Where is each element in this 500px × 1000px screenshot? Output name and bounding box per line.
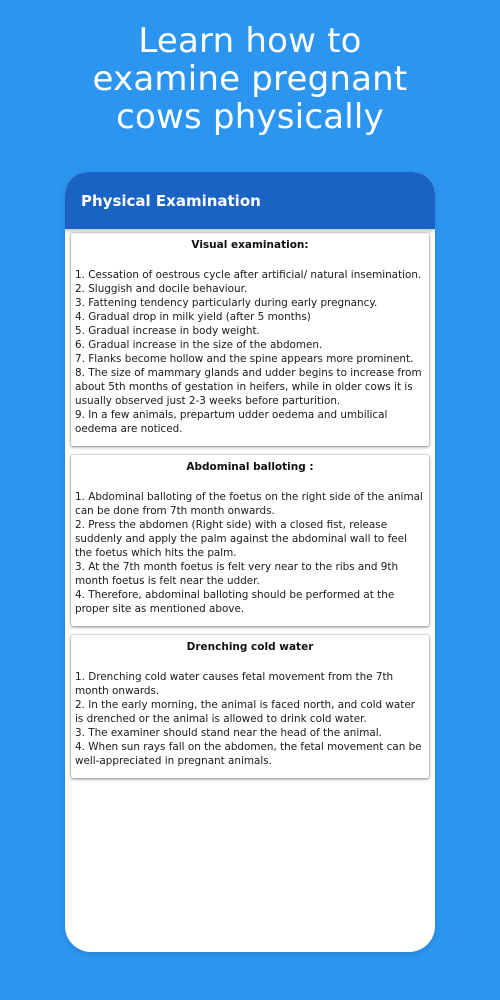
list-item: 7. Flanks become hollow and the spine appears more prominent. [75, 353, 414, 365]
card-title: Abdominal balloting : [186, 461, 314, 473]
list-item: 4. Therefore, abdominal balloting should be performed at the proper site as mentioned above. [75, 589, 395, 615]
list-item: 1. Drenching cold water causes fetal movement from the 7th month onwards. [75, 671, 394, 697]
list-item: 4. When sun rays fall on the abdomen, the fetal movement can be well-appreciated in pregnant animals. [75, 741, 422, 767]
promo-headline [0, 22, 500, 136]
list-item: 2. Press the abdomen (Right side) with a closed fist, release suddenly and apply the palm against the abdominal wall to feel the foetus which hits the palm. [75, 519, 407, 559]
phone-screen [65, 172, 435, 952]
list-item: 1. Abdominal balloting of the foetus on the right side of the animal can be done from 7th month onwards. [75, 491, 423, 517]
content-scroll-area[interactable] [65, 229, 435, 778]
card-drenching-cold-water [71, 635, 429, 778]
headline-line-2: examine pregnant [92, 59, 408, 99]
page-title: Physical Examination [81, 191, 261, 210]
list-item: 5. Gradual increase in body weight. [75, 325, 260, 337]
list-item: 2. Sluggish and docile behaviour. [75, 283, 248, 295]
card-title: Visual examination: [191, 239, 309, 251]
list-item: 3. The examiner should stand near the head of the animal. [75, 727, 382, 739]
list-item: 9. In a few animals, prepartum udder oedema and umbilical oedema are noticed. [75, 409, 388, 435]
list-item: 3. At the 7th month foetus is felt very near to the ribs and 9th month foetus is felt near the udder. [75, 561, 399, 587]
headline-line-1: Learn how to [138, 21, 362, 61]
list-item: 1. Cessation of oestrous cycle after artificial/ natural insemination. [75, 269, 422, 281]
list-item: 4. Gradual drop in milk yield (after 5 months) [75, 311, 311, 323]
headline-line-3: cows physically [116, 97, 384, 137]
list-item: 6. Gradual increase in the size of the abdomen. [75, 339, 323, 351]
list-item: 2. In the early morning, the animal is faced north, and cold water is drenched or the animal is allowed to drink cold water. [75, 699, 416, 725]
card-title: Drenching cold water [186, 641, 314, 653]
card-abdominal-balloting [71, 455, 429, 626]
list-item: 3. Fattening tendency particularly during early pregnancy. [75, 297, 378, 309]
list-item: 8. The size of mammary glands and udder begins to increase from about 5th months of gestation in heifers, while in older cows it is usually observed just 2-3 weeks before parturition. [75, 367, 422, 407]
card-visual-examination [71, 233, 429, 446]
app-bar [65, 172, 435, 229]
